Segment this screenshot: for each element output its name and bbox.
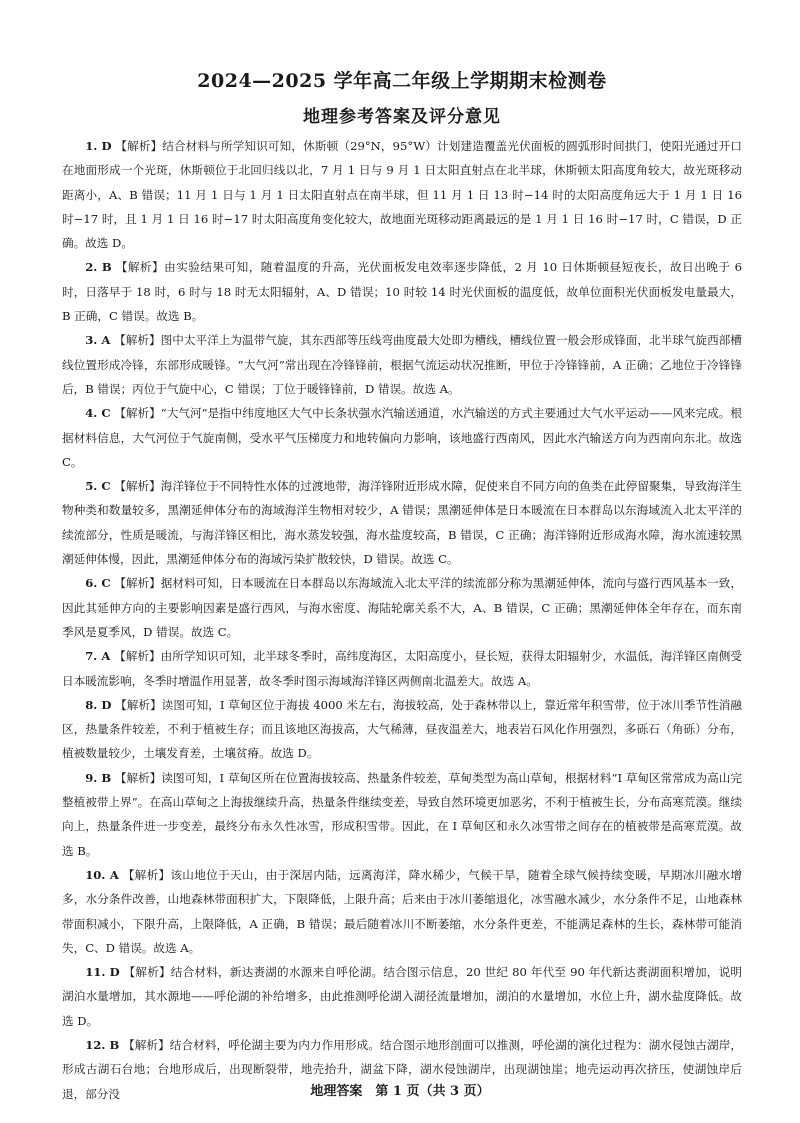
answer-item <box>62 693 742 766</box>
answer-explanation: 【解析】结合材料，呼伦湖主要为内力作用形成。结合图示地形剖面可以推测，呼伦湖的演化过程为：湖水侵蚀古湖岸，形成古湖石台地；台地形成后，出现断裂带，地壳抬升，湖盆下降，湖水侵蚀湖岸，出现湖蚀崖；地壳运动再次挤压，使湖蚀岸后退，部分没 <box>62 1037 742 1101</box>
answer-item <box>62 644 742 693</box>
answer-item <box>62 960 742 1033</box>
answer-explanation: 【解析】结合材料，新达赉湖的水源来自呼伦湖。结合图示信息，20 世纪 80 年代至 90 年代新达赉湖面积增加，说明湖泊水量增加，其水源地——呼伦湖的补给增多，由此推测呼伦湖入湖径流量增加，湖泊的水量增加，水位上升，湖水盐度降低。故选 D。 <box>62 965 742 1028</box>
answer-number: 3. A <box>85 333 111 348</box>
answer-number: 4. C <box>85 406 111 421</box>
answer-explanation: 【解析】由实验结果可知，随着温度的升高，光伏面板发电效率逐步降低，2 月 10 日休斯顿昼短夜长，故日出晚于 6 时，日落早于 18 时，6 时与 18 时无太阳辐射，A、D 错误；10 时较 14 时光伏面板的温度低，故单位面积光伏面板发电量最大，B 正确，C 错误。故选 B。 <box>62 260 742 324</box>
answer-explanation: 【解析】“大气河”是指中纬度地区大气中长条状强水汽输送通道，水汽输送的方式主要通过大气水平运动——风来完成。根据材料信息，大气河位于气旋南侧，受水平气压梯度力和地转偏向力影响，该地盛行西南风，因此水汽输送方向为西南向东北。故选 C。 <box>62 406 743 469</box>
answer-item <box>62 134 742 255</box>
answer-explanation: 【解析】由所学知识可知，北半球冬季时，高纬度海区，太阳高度小，昼长短，获得太阳辐射少，水温低，海洋锋区南侧受日本暖流影响，冬季时增温作用显著，故冬季时图示海域海洋锋区两侧南北温差大。故选 A。 <box>62 649 742 688</box>
answer-item <box>62 766 742 863</box>
answer-item <box>62 328 742 401</box>
answer-list <box>62 134 742 1106</box>
answer-explanation: 【解析】据材料可知，日本暖流在日本群岛以东海域流入北太平洋的续流部分称为黑潮延伸体，流向与盛行西风基本一致，因此其延伸方向的主要影响因素是盛行西风，与海水密度、海陆轮廓关系不大，A、B 错误，C 正确；黑潮延伸体全年存在，而东南季风是夏季风，D 错误。故选 C。 <box>62 576 742 639</box>
page-title: 2024—2025 学年高二年级上学期期末检测卷 <box>197 70 607 92</box>
answer-number: 11. D <box>85 965 120 980</box>
answer-number: 7. A <box>85 649 111 664</box>
answer-item <box>62 401 742 474</box>
answer-explanation: 【解析】图中太平洋上为温带气旋，其东西部等压线弯曲度最大处即为槽线，槽线位置一般会形成锋面，北半球气旋西部槽线位置形成冷锋，东部形成暖锋。“大气河”常出现在冷锋锋前，根据气流运动状况推断，甲位于冷锋锋前，A 正确；乙地位于冷锋锋后，B 错误；丙位于气旋中心，C 错误；丁位于暖锋锋前，D 错误。故选 A。 <box>62 333 742 396</box>
answer-number: 6. C <box>85 576 111 591</box>
answer-item <box>62 863 742 960</box>
answer-number: 5. C <box>85 479 111 494</box>
answer-item <box>62 474 742 571</box>
page-subtitle: 地理参考答案及评分意见 <box>303 107 501 127</box>
answer-number: 12. B <box>85 1037 120 1052</box>
answer-explanation: 【解析】读图可知，I 草甸区位于海拔 4000 米左右，海拔较高，处于森林带以上，靠近常年积雪带，位于冰川季节性消融区，热量条件较差，不利于植被生存；而且该地区海拔高，大气稀薄，昼夜温差大，地表岩石风化作用强烈，多砾石（角砾）分布，植被数量较少，土壤发育差，土壤贫瘠。故选 D。 <box>62 697 742 761</box>
answer-item <box>62 571 742 644</box>
page-footer: 地理答案 第 1 页（共 3 页） <box>310 1084 490 1099</box>
answer-explanation: 【解析】读图可知，I 草甸区所在位置海拔较高、热量条件较差，草甸类型为高山草甸，根据材料“I 草甸区常常成为高山完整植被带上界”。在高山草甸之上海拔继续升高，热量条件继续变差，导致自然环境更加恶劣，不利于植被生长，分布高寒荒漠。继续向上，热量条件进一步变差，最终分布永久性冰雪，形成积雪带。因此，在 I 草甸区和永久冰雪带之间存在的植被带是高寒荒漠。故选 B。 <box>62 770 742 858</box>
answer-explanation: 【解析】结合材料与所学知识可知，休斯顿（29°N，95°W）计划建造覆盖光伏面板的圆弧形时间拱门，使阳光通过开口在地面形成一个光斑，休斯顿位于北回归线以北，7 月 1 日与 9 月 1 日太阳直射点在北半球，休斯顿太阳高度角较大，故光斑移动距离小，A、B 错误；11 月 1 日与 1 月 1 日太阳直射点在南半球，但 11 月 1 日 13 时−14 时的太阳高度角远大于 1 月 1 日 16 时−17 时，且 1 月 1 日 16 时−17 时太阳高度角变化较大，故地面光斑移动距离最远的是 1 月 1 日 16 时−17 时，C 错误，D 正确。故选 D。 <box>62 139 742 251</box>
answer-number: 2. B <box>85 260 112 275</box>
answer-number: 1. D <box>85 139 112 153</box>
answer-number: 8. D <box>85 697 112 712</box>
answer-explanation: 【解析】海洋锋位于不同特性水体的过渡地带，海洋锋附近形成水障，促使来自不同方向的鱼类在此停留聚集，导致海洋生物种类和数量较多，黑潮延伸体分布的海域海洋生物相对较少，A 错误；黑潮延伸体是日本暖流在日本群岛以东海域流入北太平洋的续流部分，性质是暖流，与海洋锋区相比，海水蒸发较强，海水盐度较高，B 错误，C 正确；海洋锋附近形成海水障，海水流速较黑潮延伸体慢，因此，黑潮延伸体分布的海域污染扩散较快，D 错误。故选 C。 <box>62 479 742 567</box>
answer-explanation: 【解析】该山地位于天山，由于深居内陆，远离海洋，降水稀少，气候干旱，随着全球气候持续变暖，早期冰川融水增多，水分条件改善，山地森林带面积扩大，下限降低，上限升高；后来由于冰川萎缩退化，冰雪融水减少，水分条件不足，山地森林带面积减小，下限升高，上限降低，A 正确，B 错误；最后随着冰川不断萎缩，水分条件更差，不能满足森林的生长，森林带可能消失，C、D 错误。故选 A。 <box>62 867 743 955</box>
answer-item <box>62 255 742 328</box>
answer-number: 9. B <box>85 770 112 785</box>
answer-number: 10. A <box>85 867 119 882</box>
